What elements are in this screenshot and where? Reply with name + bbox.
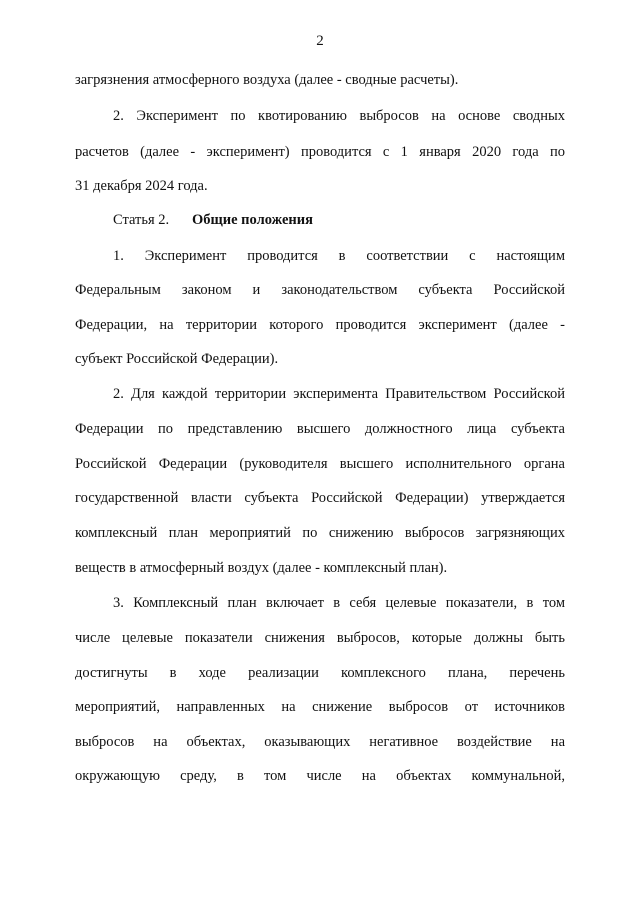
paragraph-2-line-1: 2. Для каждой территории эксперимента Правительством Российской — [113, 386, 565, 402]
text-line: Федерации по представлению высшего должностного лица субъекта — [75, 421, 565, 437]
article-title: Общие положения — [192, 212, 313, 228]
text-line: субъект Российской Федерации). — [75, 351, 279, 367]
page-number: 2 — [316, 33, 324, 49]
text-line: Российской Федерации (руководителя высшего исполнительного органа — [75, 456, 565, 472]
text-line: государственной власти субъекта Российской Федерации) утверждается — [75, 490, 565, 506]
article-heading — [113, 210, 313, 230]
article-label: Статья 2. — [113, 212, 170, 228]
paragraph-1-line-1: 1. Эксперимент проводится в соответствии с настоящим — [113, 248, 565, 264]
paragraph-2-line-1: 2. Эксперимент по квотированию выбросов на основе сводных — [113, 108, 565, 124]
text-line: Федеральным законом и законодательством субъекта Российской — [75, 282, 565, 298]
paragraph-3-line-1: 3. Комплексный план включает в себя целевые показатели, в том — [113, 595, 565, 611]
text-line: комплексный план мероприятий по снижению выбросов загрязняющих — [75, 525, 565, 541]
text-line: загрязнения атмосферного воздуха (далее - сводные расчеты). — [75, 72, 459, 88]
text-line: окружающую среду, в том числе на объектах коммунальной, — [75, 768, 565, 784]
text-line: расчетов (далее - эксперимент) проводится с 1 января 2020 года по — [75, 144, 565, 160]
text-line: мероприятий, направленных на снижение выбросов от источников — [75, 699, 565, 715]
text-line: выбросов на объектах, оказывающих негативное воздействие на — [75, 734, 565, 750]
text-line: Федерации, на территории которого проводится эксперимент (далее - — [75, 317, 565, 333]
text-line: числе целевые показатели снижения выбросов, которые должны быть — [75, 630, 565, 646]
text-line: достигнуты в ходе реализации комплексного плана, перечень — [75, 665, 565, 681]
text-line: веществ в атмосферный воздух (далее - комплексный план). — [75, 560, 448, 576]
text-line: 31 декабря 2024 года. — [75, 178, 208, 194]
